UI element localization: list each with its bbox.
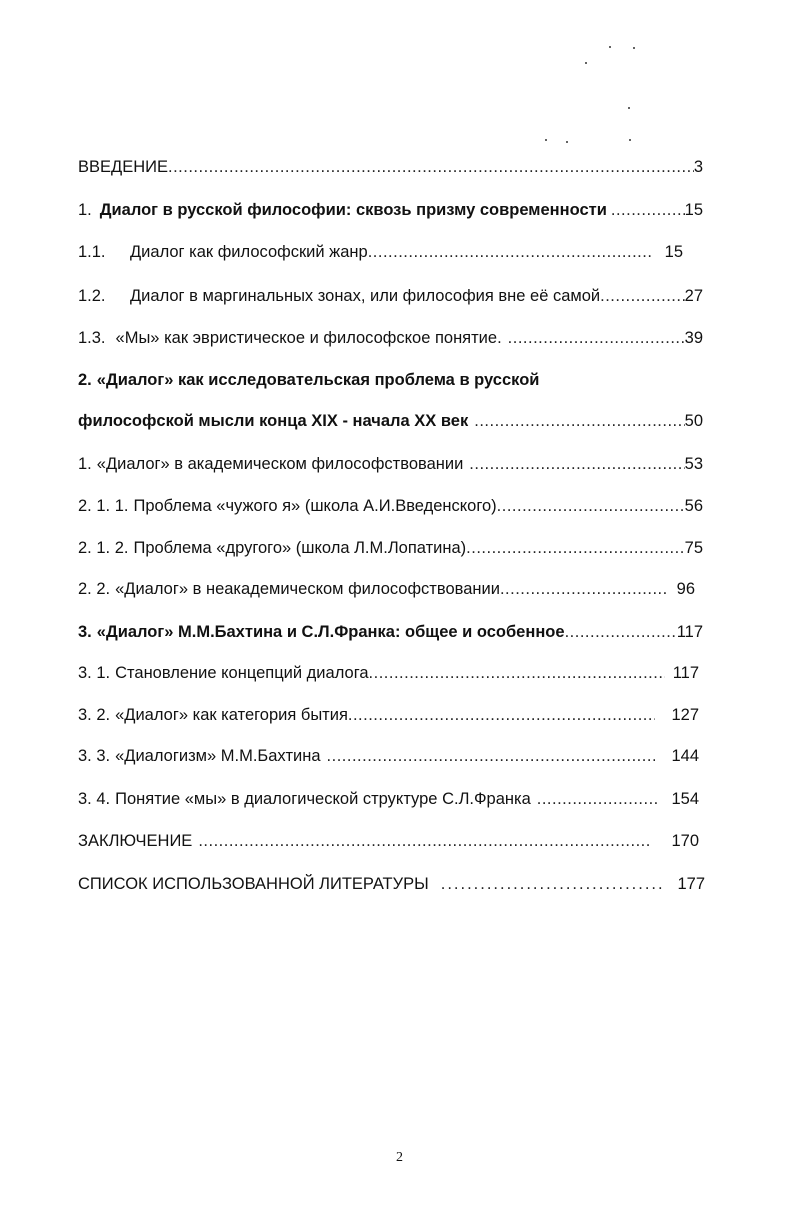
scan-speck [609, 46, 611, 48]
toc-entry-page: 154 [671, 790, 699, 808]
toc-entry-number: 3. 1. [78, 664, 111, 682]
toc-entry-page: 127 [671, 706, 699, 724]
toc-entry-label: философской мысли конца XIX - начала XX век [78, 412, 469, 430]
toc-leader-dots [469, 454, 684, 474]
toc-entry-page: 75 [684, 539, 703, 557]
toc-entry-label: «Диалог» в неакадемическом философствовании [115, 580, 500, 598]
toc-leader-dots [565, 622, 677, 642]
toc-entry-number: 1.1. [78, 243, 106, 261]
toc-entry-label: «Диалогизм» М.М.Бахтина [115, 747, 321, 765]
toc-entry-label: «Диалог» как категория бытия [115, 706, 348, 724]
toc-entry-page: 15 [684, 201, 703, 219]
toc-entry-chapter-2[interactable] [78, 370, 703, 390]
toc-entry-conclusion[interactable] [78, 831, 703, 851]
toc-entry-label: «Мы» как эвристическое и философское понятие. [115, 329, 502, 347]
toc-entry-number: 3. 4. [78, 790, 111, 808]
scan-speck [629, 139, 631, 141]
toc-entry-page: 53 [684, 455, 703, 473]
toc-entry-label: Диалог в маргинальных зонах, или философия вне её самой [130, 287, 601, 305]
toc-entry-section-3-3[interactable] [78, 746, 703, 766]
toc-entry-page: 144 [671, 747, 699, 765]
toc-entry-section-2-1-1[interactable] [78, 496, 703, 516]
toc-entry-introduction[interactable] [78, 157, 703, 177]
toc-entry-number: 3. 3. [78, 747, 111, 765]
toc-leader-dots [327, 746, 656, 766]
toc-entry-label: Понятие «мы» в диалогической структуре С.Л.Франка [115, 790, 531, 808]
toc-entry-number: 2. 1. 1. [78, 497, 129, 515]
toc-entry-section-3-4[interactable] [78, 789, 703, 809]
toc-entry-section-3-1[interactable] [78, 663, 703, 683]
toc-leader-dots [611, 200, 685, 220]
toc-entry-section-1-2[interactable] [78, 286, 703, 306]
toc-entry-section-1-3[interactable] [78, 328, 703, 348]
toc-entry-label: ВВЕДЕНИЕ [78, 158, 168, 176]
scan-speck [633, 47, 635, 49]
toc-entry-number: 1.3. [78, 329, 106, 347]
toc-entry-label: «Диалог» в академическом философствовании [96, 455, 464, 473]
toc-entry-section-2-1[interactable] [78, 454, 703, 474]
toc-entry-number: 3. [78, 623, 92, 641]
toc-entry-label: «Диалог» как исследовательская проблема в русской [96, 371, 540, 389]
toc-leader-dots [474, 411, 684, 431]
toc-entry-page: 117 [676, 623, 703, 641]
toc-leader-dots [500, 579, 669, 599]
toc-leader-dots [348, 705, 656, 725]
toc-entry-page: 117 [672, 664, 699, 682]
toc-entry-section-2-2[interactable] [78, 579, 703, 599]
toc-leader-dots [600, 286, 685, 306]
toc-entry-number: 2. 1. 2. [78, 539, 129, 557]
toc-entry-page: 39 [684, 329, 703, 347]
toc-entry-bibliography[interactable] [78, 874, 703, 894]
scan-speck [566, 141, 568, 143]
toc-entry-section-2-1-2[interactable] [78, 538, 703, 558]
toc-leader-dots [466, 538, 684, 558]
toc-entry-label: ЗАКЛЮЧЕНИЕ [78, 832, 193, 850]
toc-leader-dots [508, 328, 685, 348]
toc-entry-section-1-1[interactable] [78, 242, 703, 262]
scan-speck [585, 62, 587, 64]
toc-entry-page: 170 [671, 832, 699, 850]
toc-entry-label: СПИСОК ИСПОЛЬЗОВАННОЙ ЛИТЕРАТУРЫ [78, 875, 429, 893]
toc-entry-number: 2. [78, 371, 92, 389]
toc-leader-dots [168, 157, 694, 177]
toc-entry-number: 1.2. [78, 287, 106, 305]
toc-entry-page: 56 [684, 497, 703, 515]
toc-entry-label: Проблема «другого» (школа Л.М.Лопатина) [133, 539, 467, 557]
scan-speck [545, 139, 547, 141]
toc-entry-chapter-3[interactable] [78, 622, 703, 642]
toc-leader-dots [198, 831, 651, 851]
toc-leader-dots [537, 789, 660, 809]
toc-entry-number: 3. 2. [78, 706, 111, 724]
toc-entry-label: Диалог в русской философии: сквозь призму современности [99, 201, 607, 219]
toc-entry-section-3-2[interactable] [78, 705, 703, 725]
toc-leader-dots [368, 242, 651, 262]
scan-speck [628, 107, 630, 109]
toc-leader-dots [369, 663, 665, 683]
toc-leader-dots [497, 496, 685, 516]
toc-entry-number: 1. [78, 455, 92, 473]
toc-entry-page: 96 [676, 580, 695, 598]
toc-entry-chapter-1[interactable] [78, 200, 703, 220]
toc-entry-label: Становление концепций диалога [115, 664, 369, 682]
toc-entry-page: 177 [677, 875, 705, 893]
toc-entry-label: «Диалог» М.М.Бахтина и С.Л.Франка: общее и особенное [96, 623, 565, 641]
toc-entry-page: 3 [693, 158, 703, 176]
toc-entry-chapter-2-continued[interactable] [78, 411, 703, 431]
toc-entry-label: Проблема «чужого я» (школа А.И.Введенского) [133, 497, 497, 515]
page-number: 2 [396, 1150, 403, 1165]
toc-entry-page: 50 [684, 412, 703, 430]
toc-entry-number: 1. [78, 201, 92, 219]
toc-entry-label: Диалог как философский жанр [130, 243, 368, 261]
toc-entry-number: 2. 2. [78, 580, 111, 598]
toc-leader-dots [441, 874, 664, 894]
toc-entry-page: 15 [664, 243, 683, 261]
toc-entry-page: 27 [684, 287, 703, 305]
